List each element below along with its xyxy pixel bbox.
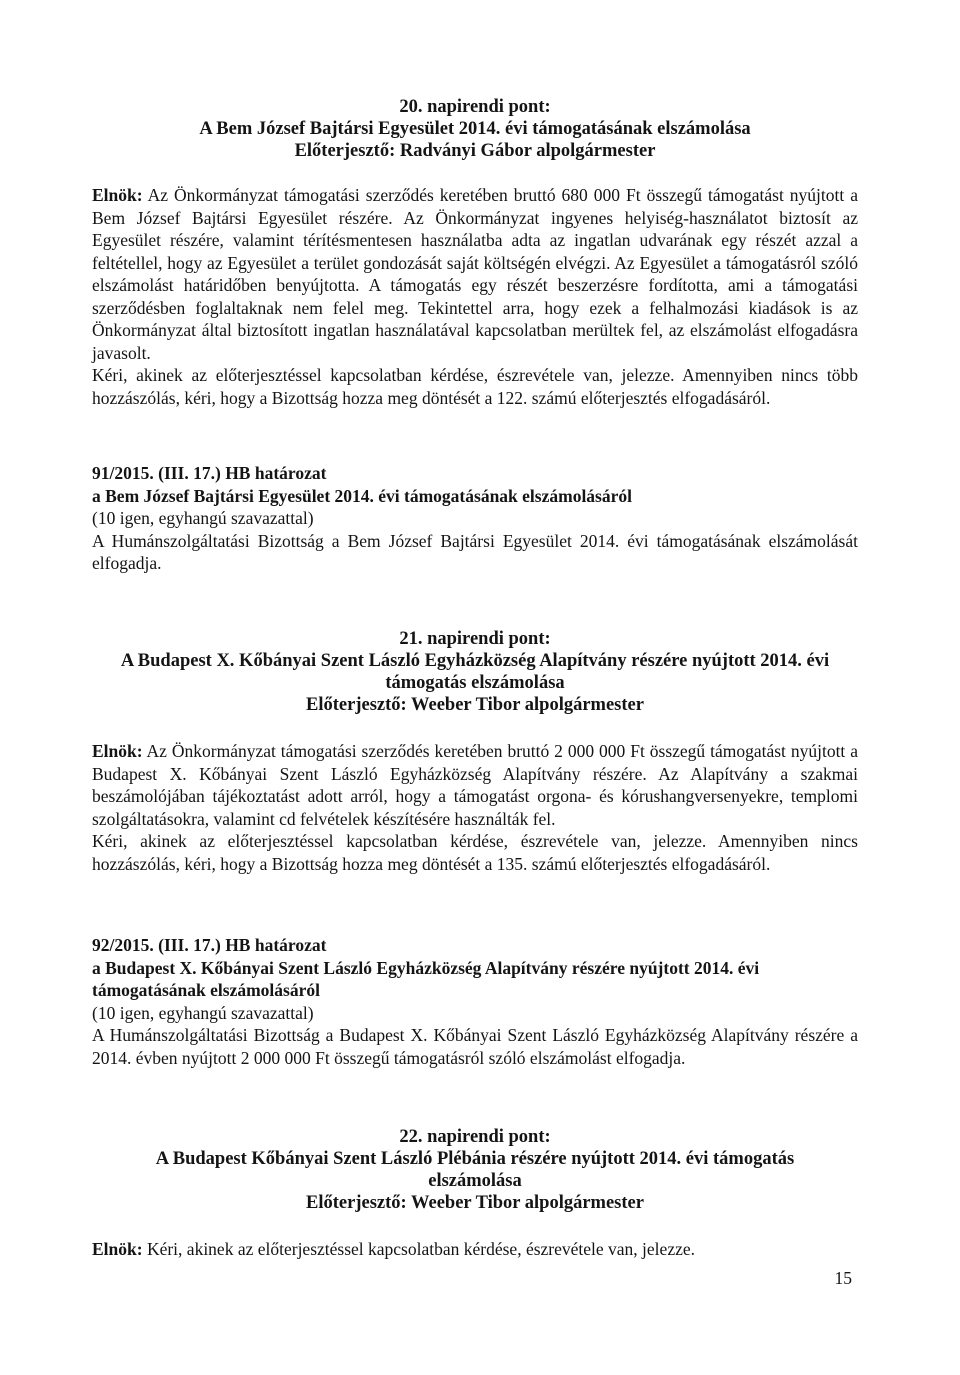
discussion-paragraph: Elnök: Kéri, akinek az előterjesztéssel kapcsolatban kérdése, észrevétele van, jelezze.	[92, 1239, 695, 1259]
agenda-21-header	[92, 628, 858, 716]
agenda-title: támogatás elszámolása	[385, 673, 565, 693]
resolution-92	[92, 934, 858, 1069]
discussion-paragraph: Elnök: Az Önkormányzat támogatási szerződés keretében bruttó 2 000 000 Ft összegű támogatást nyújtott a Budapest X. Kőbányai Szent László Egyházközség Alapítvány részére. Az Alapítvány a szakmai beszámolójában tájékoztatást adott arról, hogy a támogatást orgona- és kórushangversenyekre, templomi szolgáltatásokra, valamint cd felvételek készítésére használták fel.	[92, 741, 858, 829]
resolution-title: a Bem József Bajtársi Egyesület 2014. évi támogatásának elszámolásáról	[92, 485, 632, 506]
resolution-text: A Humánszolgáltatási Bizottság a Budapest X. Kőbányai Szent László Egyházközség Alapítvány részére a 2014. évben nyújtott 2 000 000 Ft összegű támogatásról szóló elszámolást elfogadja.	[92, 1025, 858, 1068]
resolution-text: A Humánszolgáltatási Bizottság a Bem József Bajtársi Egyesület 2014. évi támogatásának elszámolását elfogadja.	[92, 530, 858, 573]
resolution-vote: (10 igen, egyhangú szavazattal)	[92, 508, 314, 528]
discussion-paragraph: Kéri, akinek az előterjesztéssel kapcsolatban kérdése, észrevétele van, jelezze. Amennyiben nincs hozzászólás, kéri, hogy a Bizottság hozza meg döntését a 135. számú előterjesztés elfogadásáról.	[92, 831, 858, 874]
agenda-title: elszámolása	[428, 1171, 522, 1191]
discussion-paragraph: Elnök: Az Önkormányzat támogatási szerződés keretében bruttó 680 000 Ft összegű támogatást nyújtott a Bem József Bajtársi Egyesület részére. Az Önkormányzat ingyenes helyiség-használatot biztosít az Egyesület részére, valamint térítésmentesen használatba adta az ingatlan udvarának egy részét azzal a feltétellel, hogy az Egyesület a terület gondozását saját költségén elvégzi. Az Egyesület a támogatásról szóló elszámolást határidőben benyújtotta. A támogatás egy részét beszerzésre fordította, ami a támogatási szerződésben foglaltaknak nem felel meg. Tekintettel arra, hogy ezek a felhalmozási kiadások is az Önkormányzat által biztosított ingatlan használatával kapcsolatban merültek fel, az elszámolást elfogadásra javasolt.	[92, 185, 858, 363]
speaker-label: Elnök:	[92, 185, 143, 205]
agenda-title: A Budapest Kőbányai Szent László Plébánia részére nyújtott 2014. évi támogatás	[155, 1149, 795, 1169]
presenter: Előterjesztő: Radványi Gábor alpolgármester	[294, 141, 656, 161]
presenter: Előterjesztő: Weeber Tibor alpolgármester	[306, 1193, 644, 1213]
resolution-number: 91/2015. (III. 17.) HB határozat	[92, 463, 327, 483]
resolution-91	[92, 462, 858, 575]
agenda-20-header	[92, 96, 858, 162]
agenda-title: A Bem József Bajtársi Egyesület 2014. évi támogatásának elszámolása	[199, 119, 751, 139]
agenda-20-discussion	[92, 184, 858, 409]
presenter: Előterjesztő: Weeber Tibor alpolgármester	[306, 695, 644, 715]
resolution-vote: (10 igen, egyhangú szavazattal)	[92, 1002, 314, 1023]
agenda-22-header	[92, 1126, 858, 1214]
agenda-21-discussion	[92, 740, 858, 875]
page-number: 15	[834, 1268, 852, 1288]
agenda-point: 21. napirendi pont:	[399, 629, 551, 649]
agenda-point: 22. napirendi pont:	[399, 1127, 551, 1147]
speaker-label: Elnök:	[92, 1239, 143, 1259]
speaker-label: Elnök:	[92, 741, 143, 761]
discussion-paragraph: Kéri, akinek az előterjesztéssel kapcsolatban kérdése, észrevétele van, jelezze. Amennyiben nincs több hozzászólás, kéri, hogy a Bizottság hozza meg döntését a 122. számú előterjesztés elfogadásáról.	[92, 365, 858, 408]
resolution-title: a Budapest X. Kőbányai Szent László Egyházközség Alapítvány részére nyújtott 2014. évi támogatásának elszámolásáról	[92, 957, 760, 1000]
agenda-title: A Budapest X. Kőbányai Szent László Egyházközség Alapítvány részére nyújtott 2014. évi	[120, 651, 830, 671]
agenda-22-discussion	[92, 1238, 858, 1261]
agenda-point: 20. napirendi pont:	[399, 97, 551, 117]
resolution-number: 92/2015. (III. 17.) HB határozat	[92, 935, 327, 955]
